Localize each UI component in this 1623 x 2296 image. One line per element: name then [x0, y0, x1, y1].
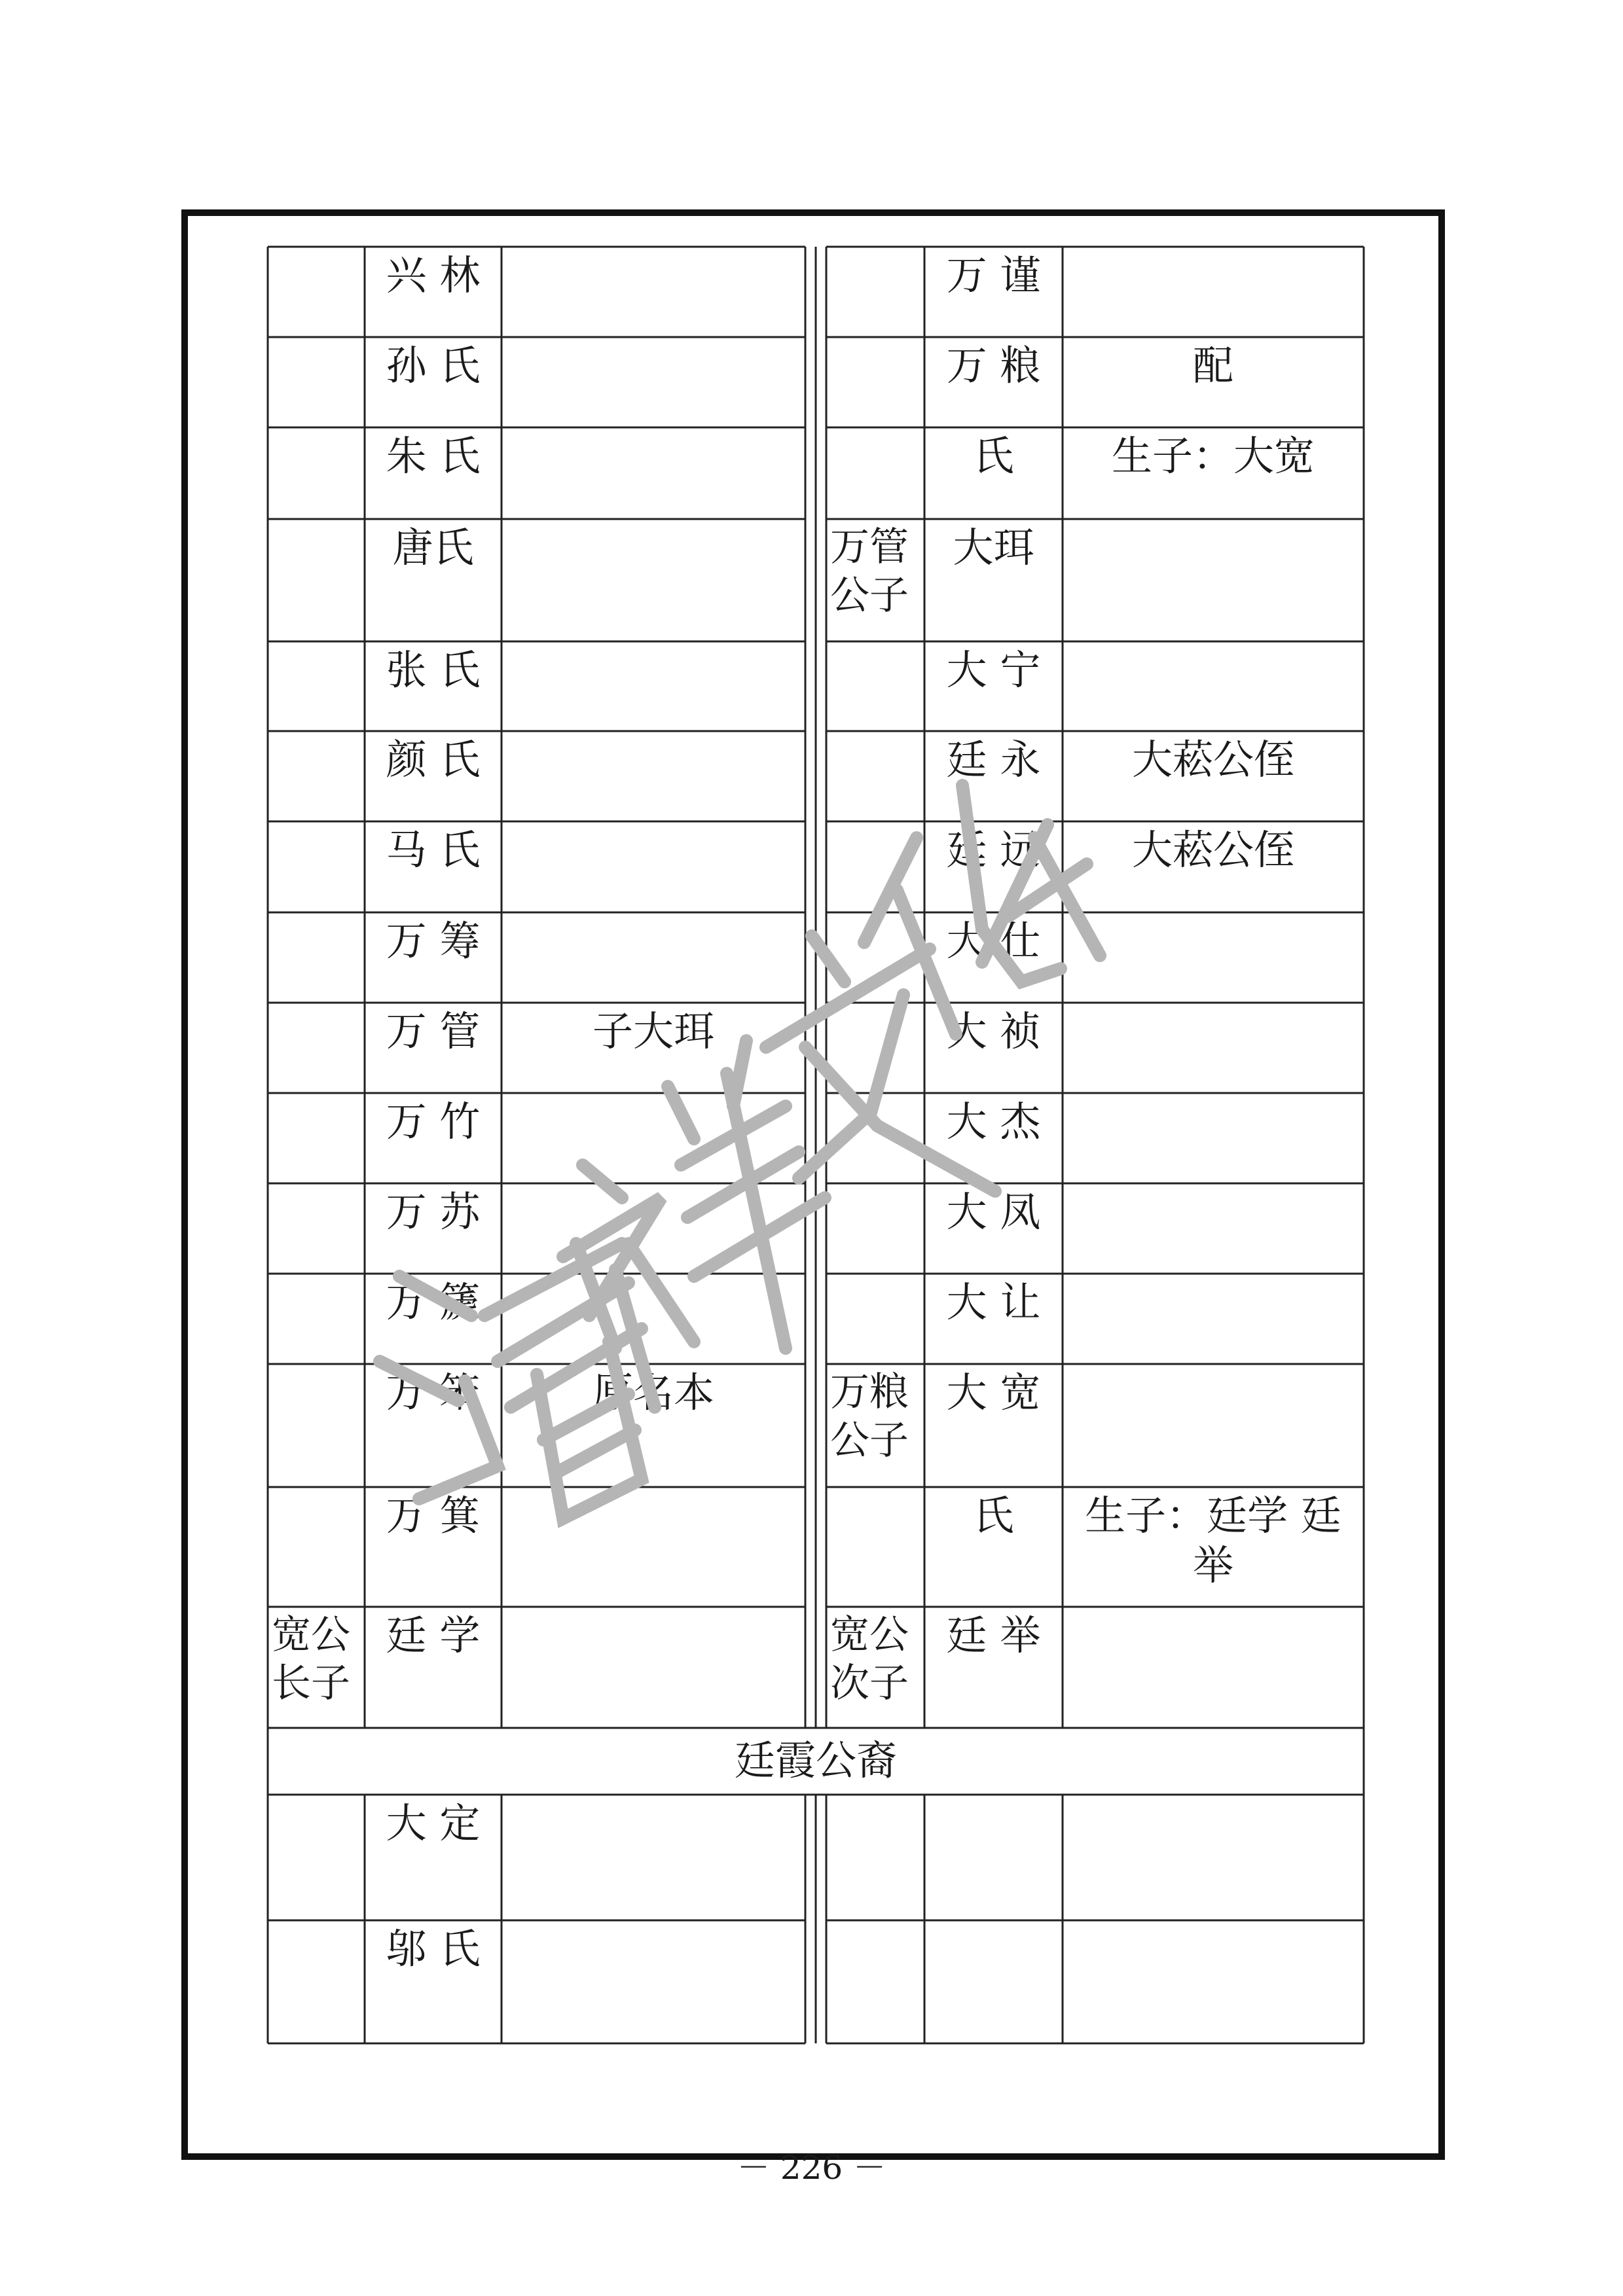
- cell-r0-col2: 兴 林: [386, 251, 481, 299]
- cell-r6-col5: 廷 远: [946, 826, 1041, 874]
- cell-r4-col2: 张 氏: [386, 646, 481, 694]
- cell-r3-col4: 万管公子: [830, 524, 909, 619]
- cell-r10-col5: 大 凤: [946, 1188, 1041, 1236]
- cell-r3-col2: 唐氏: [392, 524, 474, 571]
- cell-r10-col2: 万 苏: [386, 1188, 481, 1236]
- cell-r5-col5: 廷 永: [946, 736, 1041, 783]
- bottom-cell-r0-col2: 大 定: [386, 1799, 481, 1847]
- cell-r14-col2: 廷 学: [386, 1611, 481, 1659]
- cell-r12-col3: 原名本: [592, 1369, 714, 1416]
- cell-r3-col5: 大珥: [953, 524, 1034, 571]
- cell-r6-col6: 大菘公侄: [1131, 826, 1294, 874]
- cell-r5-col2: 颜 氏: [386, 736, 481, 783]
- cell-r2-col6: 生子：大宽: [1111, 432, 1315, 480]
- cell-r2-col2: 朱 氏: [386, 432, 481, 480]
- cell-r13-col2: 万 箕: [386, 1492, 481, 1539]
- cell-r14-col4: 宽公次子: [830, 1612, 909, 1706]
- cell-r8-col3: 子大珥: [592, 1007, 714, 1055]
- page-number: － 226 －: [737, 2149, 886, 2187]
- cell-r12-col5: 大 宽: [946, 1369, 1041, 1416]
- cell-r0-col5: 万 谨: [946, 251, 1041, 299]
- cell-r9-col2: 万 竹: [386, 1098, 481, 1145]
- cell-r11-col2: 万 篪: [386, 1278, 481, 1326]
- cell-r8-col2: 万 管: [386, 1007, 481, 1055]
- cell-r13-col6: 生子：廷学 廷举: [1085, 1492, 1341, 1589]
- cell-r7-col2: 万 筹: [386, 917, 481, 965]
- cell-r4-col5: 大 宁: [946, 646, 1041, 694]
- cell-r9-col5: 大 杰: [946, 1098, 1041, 1145]
- bottom-cell-r1-col2: 邬 氏: [386, 1925, 481, 1973]
- cell-r14-col1: 宽公长子: [272, 1612, 350, 1706]
- cell-r13-col5: 氏: [973, 1492, 1014, 1539]
- cell-r6-col2: 马 氏: [386, 826, 481, 874]
- section-heading: 廷霞公裔: [734, 1736, 897, 1784]
- cell-r5-col6: 大菘公侄: [1131, 736, 1294, 783]
- cell-r1-col5: 万 粮: [946, 342, 1041, 389]
- cell-r8-col5: 大 祯: [946, 1007, 1041, 1055]
- cell-r11-col5: 大 让: [946, 1278, 1041, 1326]
- cell-r2-col5: 氏: [973, 432, 1014, 480]
- cell-r14-col5: 廷 举: [946, 1611, 1041, 1659]
- cell-r7-col5: 大 仕: [946, 917, 1041, 965]
- cell-r1-col6: 配: [1192, 342, 1233, 389]
- cell-r1-col2: 孙 氏: [386, 342, 481, 389]
- cell-r12-col2: 万 笨: [386, 1369, 481, 1416]
- cell-r12-col4: 万粮公子: [830, 1369, 909, 1463]
